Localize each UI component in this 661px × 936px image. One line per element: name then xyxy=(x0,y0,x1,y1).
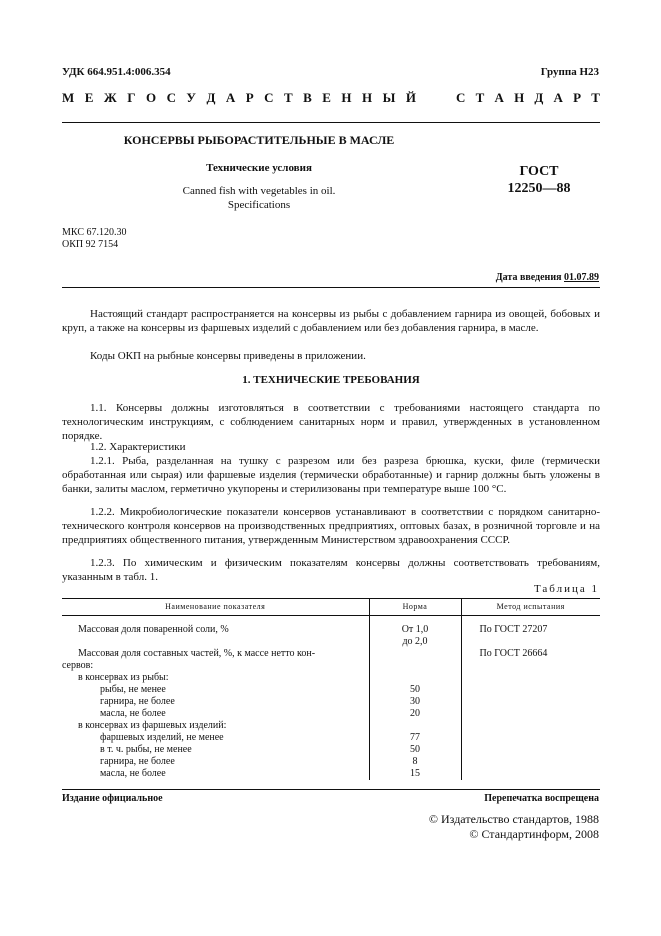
table-row xyxy=(62,708,600,720)
clause-1-2-3: 1.2.3. По химическим и физическим показателям консервы должны соответствовать требованиям, указанным в табл. 1. xyxy=(62,557,600,583)
table-row xyxy=(62,696,600,708)
banner-right: С Т А Н Д А Р Т xyxy=(456,90,600,105)
document-subtitle: Технические условия xyxy=(206,162,312,174)
date-divider xyxy=(62,287,600,288)
row-name: рыбы, не менее xyxy=(62,684,369,696)
gost-number: 12250—88 xyxy=(507,181,571,196)
english-title xyxy=(62,184,456,212)
row-name: масла, не более xyxy=(62,708,369,720)
header-divider xyxy=(62,122,600,123)
table-row xyxy=(62,720,600,732)
row-norm xyxy=(369,672,461,684)
date-value: 01.07.89 xyxy=(564,272,599,283)
classification-codes xyxy=(62,227,126,251)
mks-code: МКС 67.120.30 xyxy=(62,227,127,238)
row-norm: до 2,0 xyxy=(369,636,461,648)
copyright-line1: © Издательство стандартов, 1988 xyxy=(428,812,599,826)
row-name: Массовая доля составных частей, %, к массе нетто кон- xyxy=(62,648,369,660)
row-method xyxy=(461,756,600,768)
row-method xyxy=(461,672,600,684)
copyright-line2: © Стандартинформ, 2008 xyxy=(469,827,599,841)
row-name xyxy=(62,636,369,648)
table-row xyxy=(62,672,600,684)
row-name: в консервах из рыбы: xyxy=(62,672,369,684)
row-norm xyxy=(369,648,461,660)
row-norm: 8 xyxy=(369,756,461,768)
udk-code: УДК 664.951.4:006.354 xyxy=(62,66,171,78)
row-method xyxy=(461,684,600,696)
table-row xyxy=(62,732,600,744)
intro-okp-paragraph: Коды ОКП на рыбные консервы приведены в приложении. xyxy=(90,350,366,362)
table-row xyxy=(62,636,600,648)
table-caption: Таблица 1 xyxy=(533,583,599,595)
row-name: в консервах из фаршевых изделий: xyxy=(62,720,369,732)
row-method xyxy=(461,768,600,780)
table-row xyxy=(62,756,600,768)
row-norm xyxy=(369,660,461,672)
table-row xyxy=(62,660,600,672)
row-norm: 20 xyxy=(369,708,461,720)
clause-1-2-2: 1.2.2. Микробиологические показатели консервов устанавливают в соответствии с порядком санитарно-технического контроля консервов на производственных предприятиях, оптовых базах, в розничной торговле и на предприятиях общественного питания, утвержденным Министерством здравоохранения СССР. xyxy=(62,506,600,546)
copyright-block xyxy=(429,812,599,842)
row-norm: 30 xyxy=(369,696,461,708)
clause-1-1: 1.1. Консервы должны изготовляться в соответствии с требованиями настоящего стандарта по технологическим инструкциям, с соблюдением санитарных норм и правил, утвержденных в установленном порядке. xyxy=(62,402,600,442)
row-name: гарнира, не более xyxy=(62,756,369,768)
row-method xyxy=(461,744,600,756)
english-title-line2: Specifications xyxy=(227,199,291,211)
group-code: Группа Н23 xyxy=(540,66,599,78)
row-method xyxy=(461,708,600,720)
document-title: КОНСЕРВЫ РЫБОРАСТИТЕЛЬНЫЕ В МАСЛЕ xyxy=(123,133,395,147)
date-label: Дата введения xyxy=(495,272,562,283)
section-heading: 1. ТЕХНИЧЕСКИЕ ТРЕБОВАНИЯ xyxy=(242,374,420,386)
table-row xyxy=(62,768,600,780)
table-row xyxy=(62,616,600,637)
row-method xyxy=(461,660,600,672)
row-method xyxy=(461,732,600,744)
row-name: гарнира, не более xyxy=(62,696,369,708)
row-method: По ГОСТ 27207 xyxy=(479,624,548,635)
table-row xyxy=(62,744,600,756)
row-method: По ГОСТ 26664 xyxy=(479,648,548,659)
banner-left: М Е Ж Г О С У Д А Р С Т В Е Н Н Ы Й xyxy=(62,90,416,105)
table-row xyxy=(62,684,600,696)
gost-label: ГОСТ xyxy=(519,164,559,179)
official-edition: Издание официальное xyxy=(62,793,163,804)
row-method xyxy=(461,696,600,708)
standard-banner xyxy=(62,90,600,106)
row-name: сервов: xyxy=(62,660,369,672)
header-norm: Норма xyxy=(369,599,461,616)
row-norm: 50 xyxy=(369,744,461,756)
row-method xyxy=(461,636,600,648)
header-method: Метод испытания xyxy=(461,599,600,616)
table-header-row xyxy=(62,599,600,616)
gost-block xyxy=(478,163,600,197)
english-title-line1: Canned fish with vegetables in oil. xyxy=(182,185,336,197)
table-row xyxy=(62,648,600,660)
effective-date xyxy=(496,272,599,283)
requirements-table xyxy=(62,598,600,780)
header-name: Наименование показателя xyxy=(62,599,369,616)
row-norm: 50 xyxy=(369,684,461,696)
row-name: в т. ч. рыбы, не менее xyxy=(62,744,369,756)
reprint-prohibited: Перепечатка воспрещена xyxy=(484,793,599,804)
row-norm: От 1,0 xyxy=(369,616,461,637)
row-norm: 15 xyxy=(369,768,461,780)
row-norm xyxy=(369,720,461,732)
row-norm: 77 xyxy=(369,732,461,744)
row-name: Массовая доля поваренной соли, % xyxy=(62,616,369,637)
okp-code: ОКП 92 7154 xyxy=(62,239,119,250)
intro-paragraph: Настоящий стандарт распространяется на консервы из рыбы с добавлением гарнира из овощей, бобовых и круп, а также на консервы из фаршевых изделий с добавлением или без добавления гарнира, в масле. xyxy=(62,308,600,334)
row-method xyxy=(461,720,600,732)
footer-divider xyxy=(62,789,600,790)
clause-1-2: 1.2. Характеристики xyxy=(90,441,186,453)
clause-1-2-1: 1.2.1. Рыба, разделанная на тушку с разрезом или без разреза брюшка, куски, филе (термически обработанная или сырая) или фаршевые изделия (термически обработанные) и гарнир должны быть уложены в банки, залиты маслом, герметично укупорены и стерилизованы при температуре выше 100 °С. xyxy=(62,455,600,495)
row-name: масла, не более xyxy=(62,768,369,780)
row-name: фаршевых изделий, не менее xyxy=(62,732,369,744)
